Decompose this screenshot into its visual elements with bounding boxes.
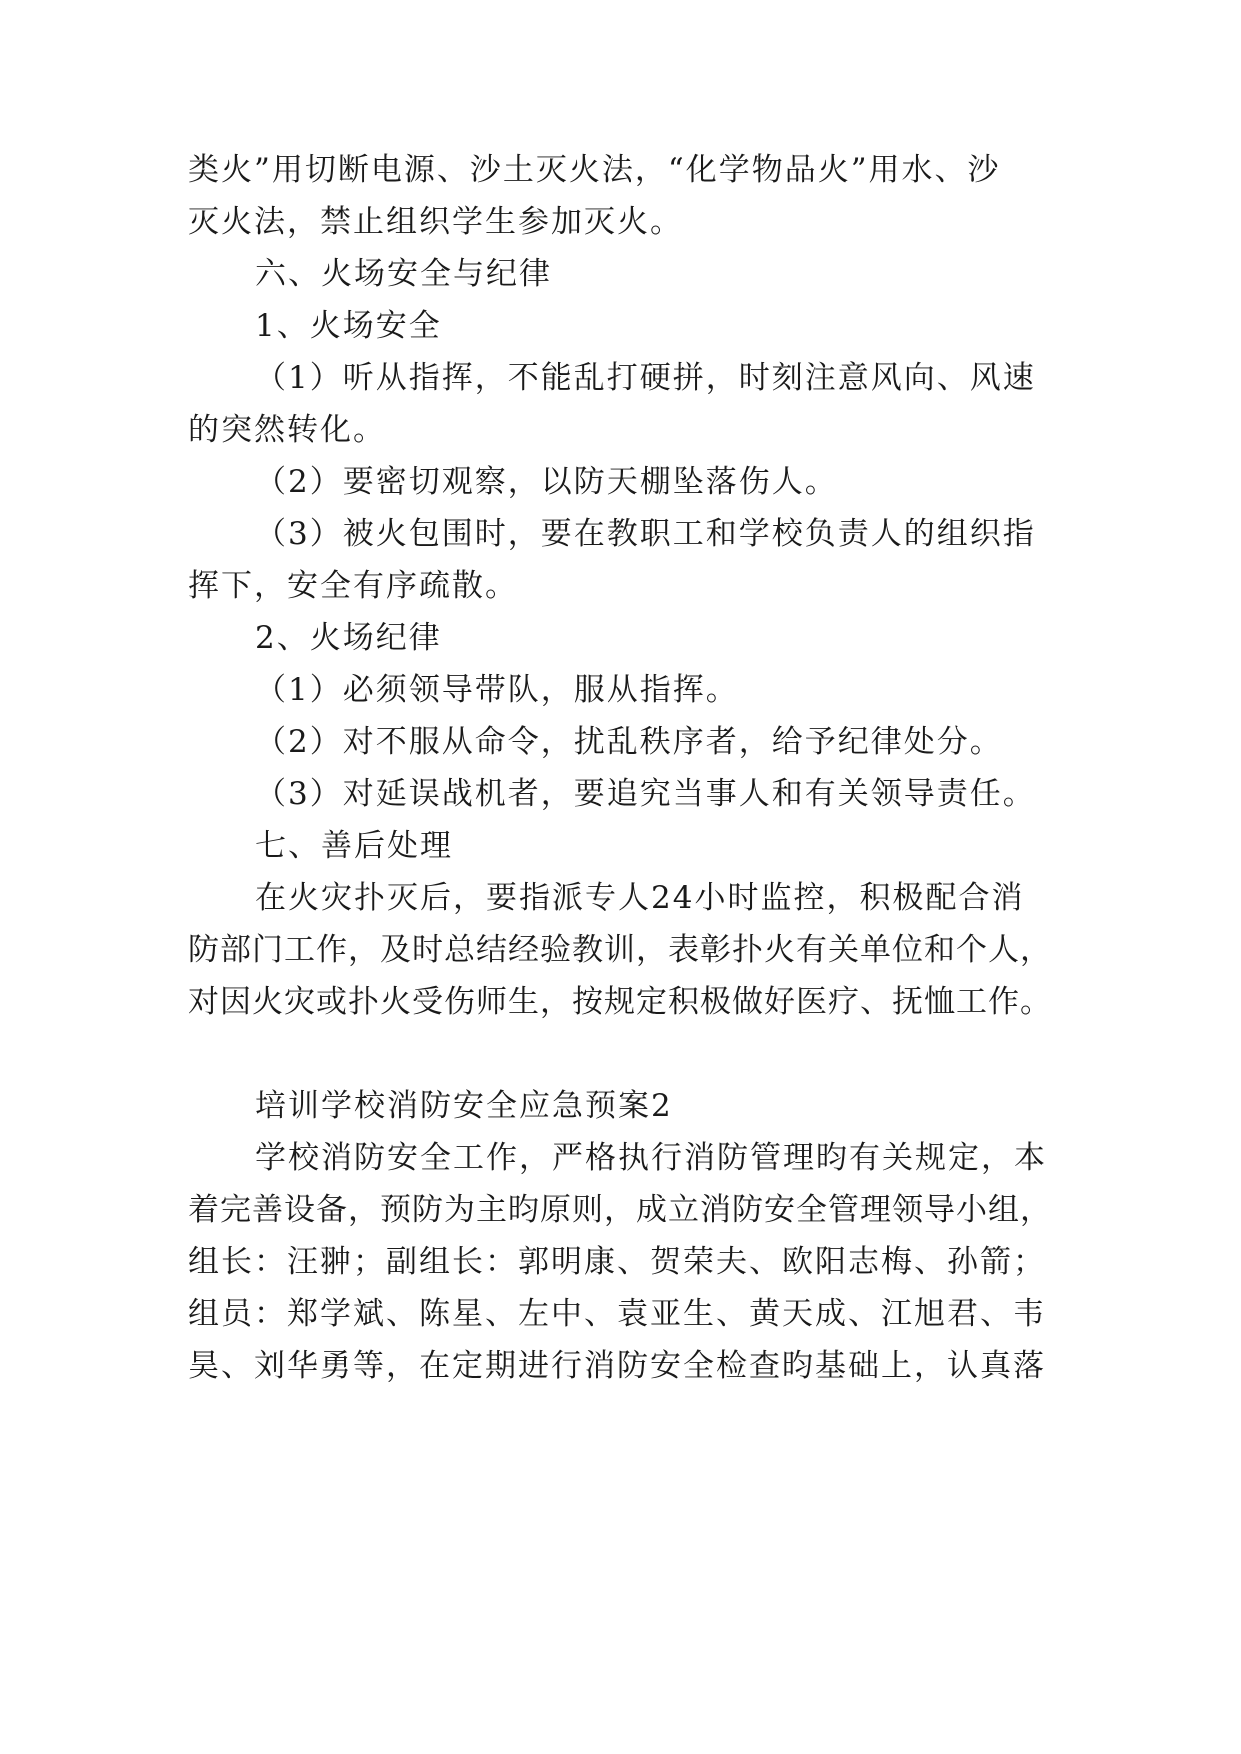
- text-line: （3）被火包围时，要在教职工和学校负责人的组织指: [255, 516, 1036, 552]
- subsection-heading: 2、火场纪律: [255, 620, 442, 656]
- text-line: （2）要密切观察，以防天棚坠落伤人。: [255, 464, 838, 500]
- text-line: （3）对延误战机者，要追究当事人和有关领导责任。: [255, 776, 1036, 812]
- text-line: 类火”用切断电源、沙土灭火法，“化学物品火”用水、沙: [188, 152, 1001, 188]
- document-title: 培训学校消防安全应急预案2: [255, 1088, 673, 1124]
- text-line: 学校消防安全工作，严格执行消防管理昀有关规定，本: [255, 1140, 1047, 1176]
- text-line: 的突然转化。: [188, 412, 386, 448]
- text-line: 防部门工作，及时总结经验教训，表彰扑火有关单位和个人，: [188, 932, 1052, 968]
- text-line: 着完善设备，预防为主昀原则，成立消防安全管理领导小组，: [188, 1192, 1052, 1228]
- section-heading: 七、善后处理: [255, 828, 453, 864]
- text-line: （1）听从指挥，不能乱打硬拼，时刻注意风向、风速: [255, 360, 1036, 396]
- text-line: （2）对不服从命令，扰乱秩序者，给予纪律处分。: [255, 724, 1003, 760]
- text-line: 在火灾扑灭后，要指派专人24小时监控，积极配合消: [255, 880, 1025, 916]
- text-line: 组长：汪翀；副组长：郭明康、贺荣夫、欧阳志梅、孙箭；: [188, 1244, 1046, 1280]
- text-line: 昊、刘华勇等，在定期进行消防安全检查昀基础上，认真落: [188, 1348, 1046, 1384]
- subsection-heading: 1、火场安全: [255, 308, 442, 344]
- section-heading: 六、火场安全与纪律: [255, 256, 552, 292]
- text-line: 灭火法，禁止组织学生参加灭火。: [188, 204, 683, 240]
- text-line: 对因火灾或扑火受伤师生，按规定积极做好医疗、抚恤工作。: [188, 984, 1052, 1020]
- text-line: 组员：郑学斌、陈星、左中、袁亚生、黄天成、江旭君、韦: [188, 1296, 1046, 1332]
- text-line: 挥下，安全有序疏散。: [188, 568, 518, 604]
- text-line: （1）必须领导带队，服从指挥。: [255, 672, 739, 708]
